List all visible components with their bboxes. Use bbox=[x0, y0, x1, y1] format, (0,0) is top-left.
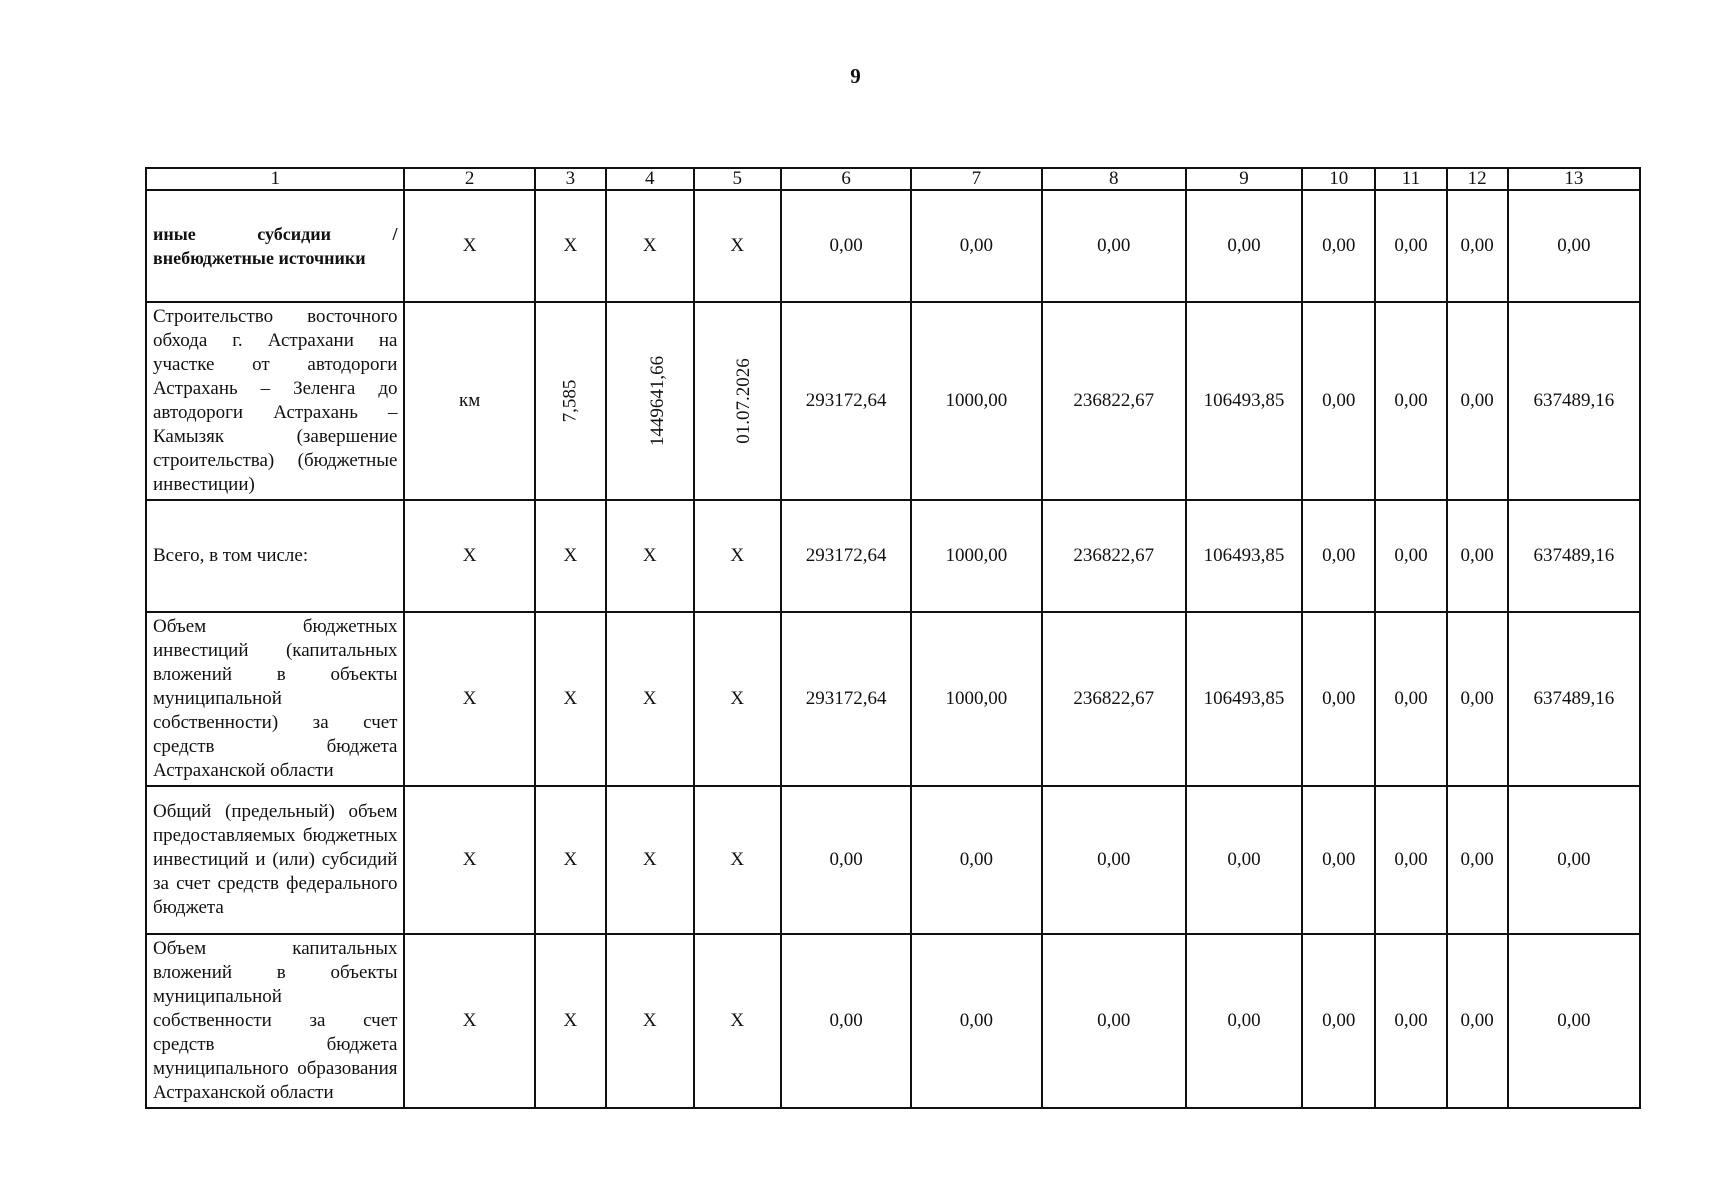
cell-unit: км bbox=[404, 302, 534, 500]
cell-value: 0,00 bbox=[1447, 500, 1508, 612]
cell-cost: Х bbox=[606, 934, 694, 1108]
cell-value: 236822,67 bbox=[1042, 612, 1187, 786]
cell-value: 0,00 bbox=[781, 190, 911, 302]
cell-value: 0,00 bbox=[1508, 190, 1640, 302]
cell-date: Х bbox=[694, 934, 782, 1108]
row-description: Всего, в том числе: bbox=[146, 500, 404, 612]
cell-value: 0,00 bbox=[1447, 612, 1508, 786]
cell-value: 0,00 bbox=[1375, 190, 1446, 302]
cell-value: 0,00 bbox=[1042, 934, 1187, 1108]
cell-cost-text: 1449641,66 bbox=[647, 355, 669, 447]
cell-cost: Х bbox=[606, 500, 694, 612]
col-header-11: 11 bbox=[1375, 168, 1446, 190]
cell-cost bbox=[606, 302, 694, 500]
cell-value: 0,00 bbox=[1186, 934, 1302, 1108]
cell-value: 0,00 bbox=[781, 934, 911, 1108]
table-row bbox=[146, 612, 1640, 786]
cell-date: Х bbox=[694, 786, 782, 934]
cell-unit: Х bbox=[404, 190, 534, 302]
row-description: Строительство восточного обхода г. Астрахани на участке от автодороги Астрахань – Зеленга до автодороги Астрахань – Камызяк (завершение строительства) (бюджетные инвестиции) bbox=[146, 302, 404, 500]
header-row bbox=[146, 168, 1640, 190]
cell-value: 0,00 bbox=[1508, 786, 1640, 934]
table-row bbox=[146, 302, 1640, 500]
cell-value: 0,00 bbox=[911, 934, 1041, 1108]
cell-capacity-text: 7,585 bbox=[559, 379, 581, 423]
page-number: 9 bbox=[850, 64, 861, 88]
cell-value: 1000,00 bbox=[911, 612, 1041, 786]
cell-cost: Х bbox=[606, 190, 694, 302]
cell-date-text: 01.07.2026 bbox=[732, 358, 754, 444]
cell-value: 1000,00 bbox=[911, 500, 1041, 612]
col-header-12: 12 bbox=[1447, 168, 1508, 190]
cell-value: 0,00 bbox=[1375, 500, 1446, 612]
table-row bbox=[146, 786, 1640, 934]
cell-value: 0,00 bbox=[1186, 786, 1302, 934]
col-header-4: 4 bbox=[606, 168, 694, 190]
cell-value: 0,00 bbox=[1508, 934, 1640, 1108]
cell-capacity: Х bbox=[535, 612, 606, 786]
col-header-10: 10 bbox=[1302, 168, 1375, 190]
cell-value: 637489,16 bbox=[1508, 302, 1640, 500]
cell-capacity: Х bbox=[535, 500, 606, 612]
cell-date: Х bbox=[694, 612, 782, 786]
cell-unit: Х bbox=[404, 786, 534, 934]
cell-value: 0,00 bbox=[1302, 934, 1375, 1108]
col-header-13: 13 bbox=[1508, 168, 1640, 190]
cell-value: 106493,85 bbox=[1186, 302, 1302, 500]
table-row bbox=[146, 190, 1640, 302]
cell-value: 293172,64 bbox=[781, 500, 911, 612]
cell-date: Х bbox=[694, 500, 782, 612]
cell-capacity: Х bbox=[535, 786, 606, 934]
cell-value: 0,00 bbox=[1302, 500, 1375, 612]
col-header-8: 8 bbox=[1042, 168, 1187, 190]
cell-value: 0,00 bbox=[1302, 612, 1375, 786]
cell-cost: Х bbox=[606, 786, 694, 934]
cell-value: 0,00 bbox=[911, 786, 1041, 934]
col-header-2: 2 bbox=[404, 168, 534, 190]
cell-value: 293172,64 bbox=[781, 302, 911, 500]
cell-value: 0,00 bbox=[1302, 786, 1375, 934]
cell-value: 293172,64 bbox=[781, 612, 911, 786]
cell-value: 236822,67 bbox=[1042, 500, 1187, 612]
col-header-9: 9 bbox=[1186, 168, 1302, 190]
cell-value: 0,00 bbox=[1447, 190, 1508, 302]
row-description: Объем бюджетных инвестиций (капитальных вложений в объекты муниципальной собственности) за счет средств бюджета Астраханской области bbox=[146, 612, 404, 786]
cell-value: 0,00 bbox=[1302, 190, 1375, 302]
cell-cost: Х bbox=[606, 612, 694, 786]
cell-value: 0,00 bbox=[1447, 934, 1508, 1108]
cell-value: 637489,16 bbox=[1508, 500, 1640, 612]
table-row bbox=[146, 934, 1640, 1108]
cell-value: 0,00 bbox=[1375, 612, 1446, 786]
cell-value: 0,00 bbox=[1042, 190, 1187, 302]
cell-value: 0,00 bbox=[1375, 786, 1446, 934]
cell-unit: Х bbox=[404, 500, 534, 612]
cell-value: 0,00 bbox=[1302, 302, 1375, 500]
col-header-5: 5 bbox=[694, 168, 782, 190]
cell-date: Х bbox=[694, 190, 782, 302]
cell-value: 1000,00 bbox=[911, 302, 1041, 500]
col-header-3: 3 bbox=[535, 168, 606, 190]
cell-value: 637489,16 bbox=[1508, 612, 1640, 786]
row-description: Объем капитальных вложений в объекты муниципальной собственности за счет средств бюджета муниципального образования Астраханской области bbox=[146, 934, 404, 1108]
row-description: иные субсидии / внебюджетные источники bbox=[146, 190, 404, 302]
table-row bbox=[146, 500, 1640, 612]
row-description: Общий (предельный) объем предоставляемых бюджетных инвестиций и (или) субсидий за счет средств федерального бюджета bbox=[146, 786, 404, 934]
cell-capacity: Х bbox=[535, 190, 606, 302]
cell-value: 0,00 bbox=[911, 190, 1041, 302]
col-header-1: 1 bbox=[146, 168, 404, 190]
cell-value: 106493,85 bbox=[1186, 612, 1302, 786]
cell-capacity bbox=[535, 302, 606, 500]
col-header-6: 6 bbox=[781, 168, 911, 190]
col-header-7: 7 bbox=[911, 168, 1041, 190]
cell-value: 0,00 bbox=[781, 786, 911, 934]
cell-unit: Х bbox=[404, 934, 534, 1108]
cell-value: 0,00 bbox=[1447, 786, 1508, 934]
cell-value: 0,00 bbox=[1042, 786, 1187, 934]
cell-date bbox=[694, 302, 782, 500]
budget-table bbox=[145, 167, 1641, 1109]
cell-unit: Х bbox=[404, 612, 534, 786]
cell-value: 0,00 bbox=[1375, 934, 1446, 1108]
cell-value: 236822,67 bbox=[1042, 302, 1187, 500]
cell-value: 0,00 bbox=[1375, 302, 1446, 500]
cell-value: 106493,85 bbox=[1186, 500, 1302, 612]
cell-value: 0,00 bbox=[1186, 190, 1302, 302]
cell-value: 0,00 bbox=[1447, 302, 1508, 500]
cell-capacity: Х bbox=[535, 934, 606, 1108]
